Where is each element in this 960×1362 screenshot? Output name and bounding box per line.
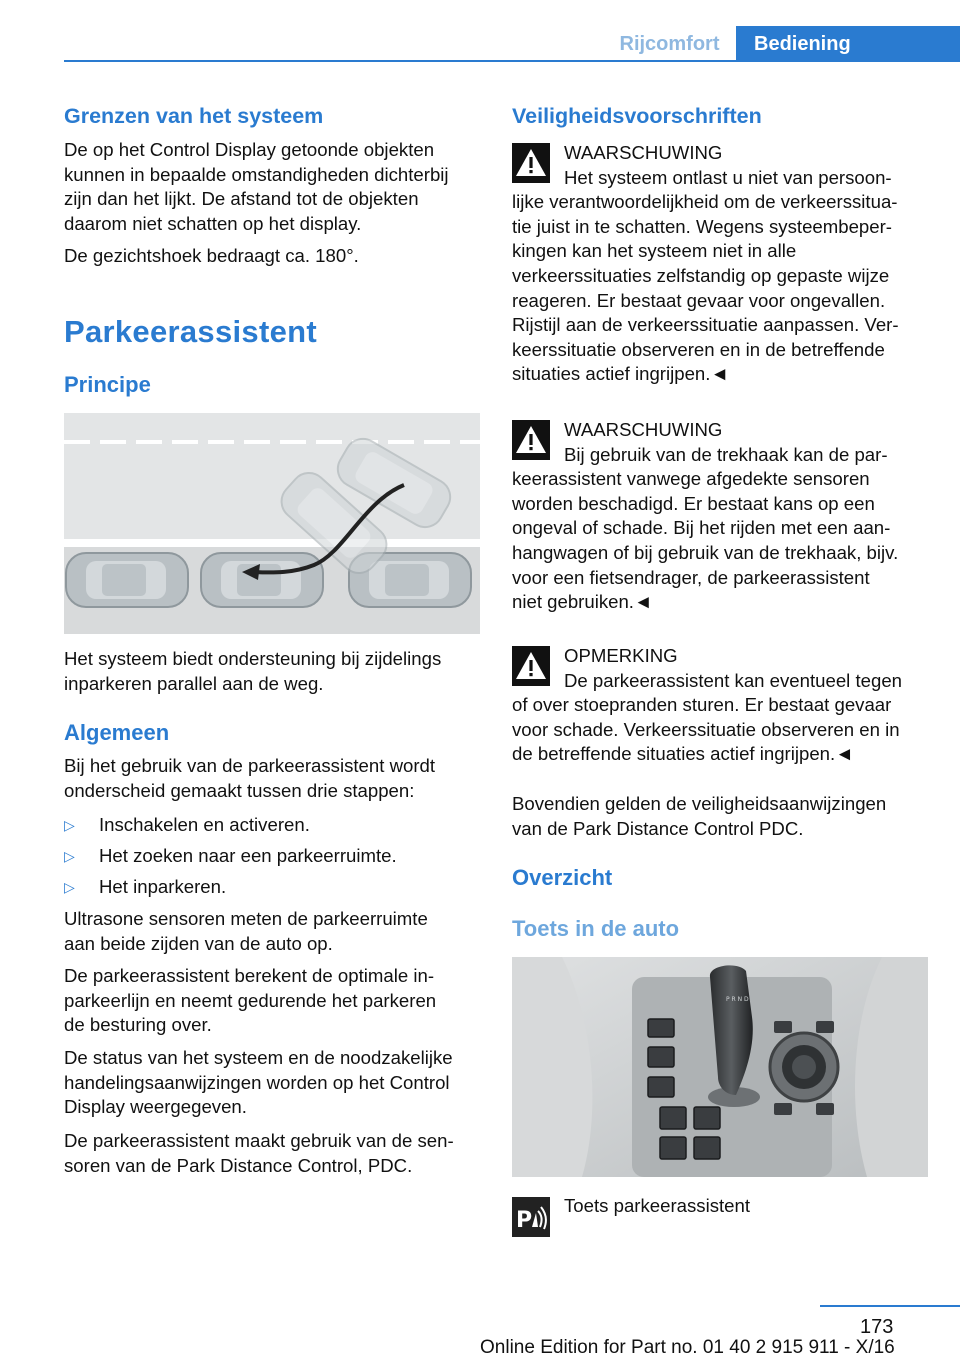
footer-rule	[820, 1305, 960, 1307]
edition-note: Online Edition for Part no. 01 40 2 915 911 - X/16	[480, 1337, 895, 1358]
button-title: Toets in de auto	[512, 916, 680, 941]
limits-paragraph: De op het Control Display getoonde objekten kunnen in bepaalde omstandigheden dichterbij zijn dan het lijkt. De afstand tot de objekten daarom niet schatten op het display.	[64, 139, 449, 234]
svg-text:P: P	[516, 1208, 533, 1233]
car-parked-left	[66, 553, 188, 607]
header-tab-bediening[interactable]: Bediening	[736, 26, 960, 62]
limits-title: Grenzen van het systeem	[64, 104, 324, 128]
button-caption: Toets parkeerassistent	[564, 1195, 751, 1216]
parking-illustration	[64, 413, 480, 634]
general-title: Algemeen	[64, 720, 170, 745]
page-title: Parkeerassistent	[64, 314, 317, 349]
general-intro: Bij het gebruik van de parkeerassistent wordt onderscheid gemaakt tussen drie stappen:	[64, 755, 436, 801]
overview-title: Overzicht	[512, 865, 613, 890]
car-parking	[201, 553, 323, 607]
triangle-bullet-icon: ▷	[64, 817, 75, 833]
triangle-bullet-icon: ▷	[64, 879, 75, 895]
also-paragraph: Bovendien gelden de veiligheidsaanwijzingen van de Park Distance Control PDC.	[512, 793, 887, 839]
calc-paragraph: De parkeerassistent berekent de optimale in‐ parkeerlijn en neemt gedurende het parkeren de besturing over.	[64, 965, 437, 1036]
parking-principle-figure	[64, 413, 480, 634]
warning-block-1: WAARSCHUWING Het systeem ontlast u niet van persoon‐ lijke verantwoordelijkheid om de verkeerssitua‐ tie juist in te schatten. Wegens systeembeper‐ kingen kan het systeem niet in alle verkeerssituaties zelfstandig op gepaste wijze reageren. Er bestaat gevaar voor ongevallen. Rijstijl aan de verkeerssituatie aanpassen. Ver‐ keerssituatie observeren en in de betreffende situaties actief ingrijpen.◄	[512, 142, 899, 385]
note-block: OPMERKING De parkeerassistent kan eventueel tegen of over stoepranden sturen. Er bestaat gevaar voor schade. Verkeerssituatie observeren en in de betreffende situaties actief ingrijpen.◄	[512, 645, 903, 765]
view-angle-paragraph: De gezichtshoek bedraagt ca. 180°.	[64, 245, 359, 266]
principle-title: Principe	[64, 372, 151, 397]
header-rule	[64, 60, 960, 62]
principle-text: Het systeem biedt ondersteuning bij zijdelings inparkeren parallel aan de weg.	[64, 648, 442, 694]
center-console-photo	[512, 957, 928, 1177]
safety-title: Veiligheidsvoorschriften	[512, 104, 762, 128]
pdc-paragraph: De parkeerassistent maakt gebruik van de sen‐ soren van de Park Distance Control, PDC.	[64, 1130, 454, 1176]
warning-block-2: WAARSCHUWING Bij gebruik van de trekhaak kan de par‐ keerassistent vanwege afgedekte sensoren worden beschadigd. Er bestaat kans op een ongeval of schade. Bij het rijden met een aan‐ hangwagen of bij gebruik van de trekhaak, bijv. voor een fietsendrager, de parkeerassistent niet gebruiken.◄	[512, 419, 899, 613]
svg-text:P R N D: P R N D	[726, 996, 749, 1003]
sensors-paragraph: Ultrasone sensoren meten de parkeerruimte aan beide zijden van de auto op.	[64, 908, 428, 954]
header-tab-rijcomfort[interactable]: Rijcomfort	[619, 32, 720, 55]
status-paragraph: De status van het systeem en de noodzakelijke handelingsaanwijzingen worden op het Control Display weergegeven.	[64, 1047, 453, 1118]
triangle-bullet-icon: ▷	[64, 848, 75, 864]
parking-assistant-key-icon	[512, 1197, 550, 1237]
page-number: 173	[860, 1316, 894, 1338]
